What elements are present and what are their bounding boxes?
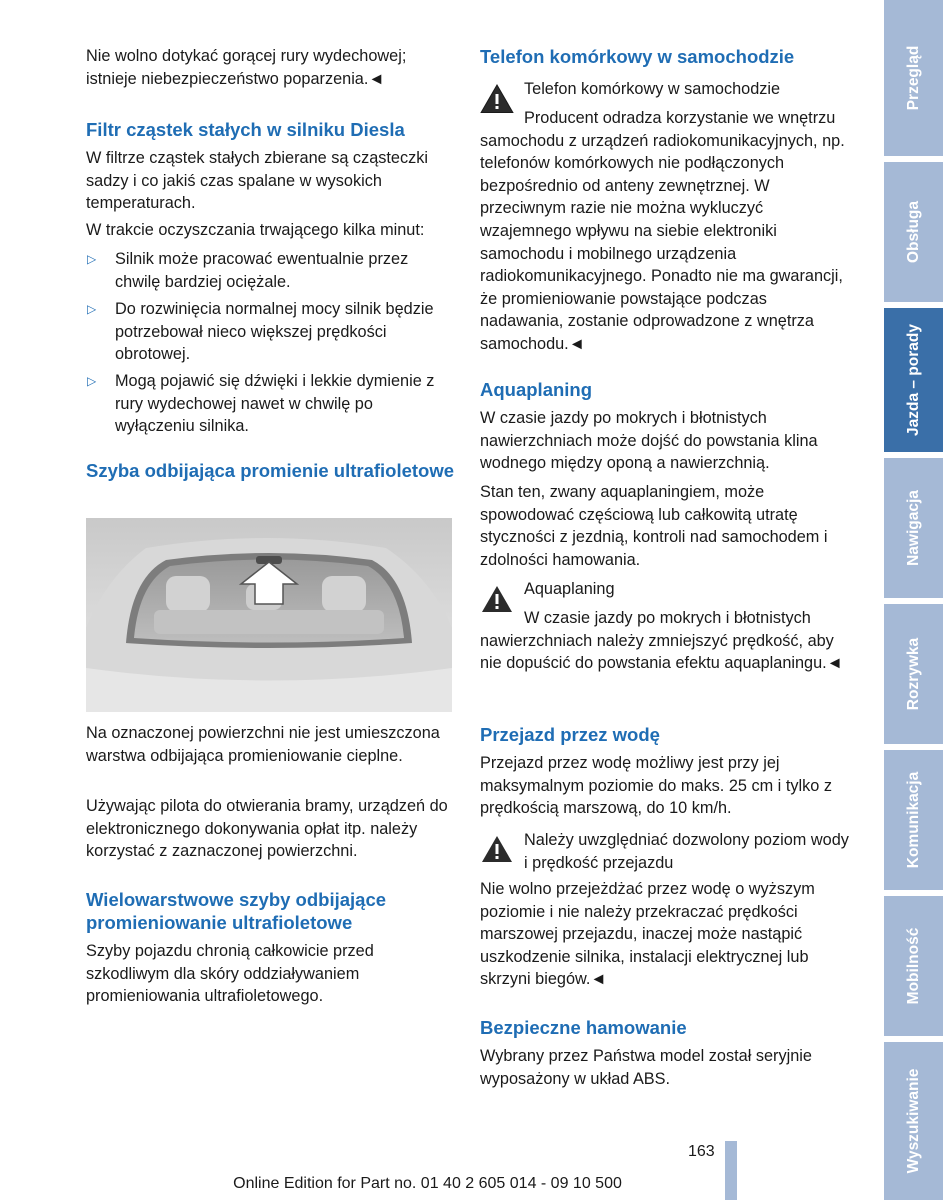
paragraph-multilayer-glass: Szyby pojazdu chronią całkowicie przed szkodliwym dla skóry oddziaływaniem promieniowania ultrafioletowego. (86, 942, 374, 1006)
warning-body-aquaplaning: W czasie jazdy po mokrych i błotnistych nawierzchniach należy zmniejszyć prędkość, aby nie dopuścić do powstania efektu aquaplaningu.◄ (480, 609, 843, 673)
paragraph-hot-exhaust: Nie wolno dotykać gorącej rury wydechowej; istnieje niebezpieczeństwo poparzenia.◄ (86, 47, 407, 88)
page-number: 163 (688, 1143, 715, 1160)
heading-uv-glass: Szyba odbijająca promienie ultrafioletowe (86, 460, 455, 481)
footer-text: Online Edition for Part no. 01 40 2 605 014 - 09 10 500 (233, 1175, 622, 1192)
heading-multilayer-glass: Wielowarstwowe szyby odbijające promieniowanie ultrafioletowe (86, 889, 387, 933)
triangle-bullet-icon: ▷ (87, 302, 97, 316)
tab-nawigacja[interactable]: Nawigacja (884, 458, 943, 598)
heading-aquaplaning: Aquaplaning (480, 379, 593, 400)
paragraph-particle-filter: W filtrze cząstek stałych zbierane są cząsteczki sadzy i co jakiś czas spalane w wysokich temperaturach. (86, 149, 429, 213)
tab-wyszukiwanie[interactable]: Wyszukiwanie (884, 1042, 943, 1200)
heading-mobile-phone: Telefon komórkowy w samochodzie (480, 46, 795, 67)
heading-safe-braking: Bezpieczne hamowanie (480, 1017, 687, 1038)
paragraph-safe-braking: Wybrany przez Państwa model został seryjnie wyposażony w układ ABS. (480, 1047, 812, 1088)
paragraph-uv-remote: Używając pilota do otwierania bramy, urządzeń do elektronicznego dokonywania opłat itp. należy korzystać z zaznaczonej powierzchni. (86, 797, 448, 861)
tab-rozrywka[interactable]: Rozrywka (884, 604, 943, 744)
triangle-bullet-icon: ▷ (87, 252, 97, 266)
tab-przeglad[interactable]: Przegląd (884, 0, 943, 156)
paragraph-water-warning: Nie wolno przejeżdżać przez wodę o wyższym poziomie i nie należy przekraczać prędkości marszowej przejazdu, inaczej może nastąpić uszkodzenie silnika, instalacji elektrycznej lub skrzyni biegów.◄ (480, 880, 815, 989)
right-column (480, 0, 849, 1100)
paragraph-aquaplaning-1: W czasie jazdy po mokrych i błotnistych nawierzchniach może dojść do powstania klina wodnego między oponą a nawierzchnią. (480, 409, 818, 473)
footer (0, 1175, 943, 1193)
paragraph-uv-area: Na oznaczonej powierzchni nie jest umieszczona warstwa odbijająca promieniowanie cieplne. (86, 724, 440, 765)
heading-water-crossing: Przejazd przez wodę (480, 724, 660, 745)
left-column: Nie wolno dotykać gorącej rury wydechowej; istnieje niebezpieczeństwo poparzenia.◄ Filtr cząstek stałych w silniku Diesla W filtrze cząstek stałych zbierane są cząsteczki sadzy i co jakiś czas spalane w wysokich temperaturach. W trakcie oczyszczania trwającego kilka minut: ▷ Silnik może pracować ewentualnie przez chwilę bardziej ociężale. ▷ Do rozwinięcia normalnej mocy silnik będzie potrzebował nieco większej prędkości obrotowej. ▷ Mogą pojawić się dźwięki i lekkie dymienie z rury wydechowej nawet w chwilę po wyłączeniu silnika. Szyba odbijająca promienie ultrafioletowe Na oznaczonej powierzchni nie jest umieszczona warstwa odbijająca promieniowanie cieplne. Używając pilota do otwierania bramy, urządzeń do elektronicznego dokonywania opłat itp. należy korzystać z zaznaczonej powierzchni. Wielowarstwowe szyby odbijające promieniowanie ultrafioletowe Szyby pojazdu chronią całkowicie przed szkodliwym dla skóry oddziaływaniem promieniowania ultrafioletowego. (86, 0, 452, 1100)
paragraph-cleaning: W trakcie oczyszczania trwającego kilka minut: (86, 221, 425, 239)
heading-particle-filter: Filtr cząstek stałych w silniku Diesla (86, 119, 405, 140)
warning-title-aquaplaning: Aquaplaning (524, 580, 615, 598)
rear-window-illustration (86, 518, 452, 712)
warning-title-phone: Telefon komórkowy w samochodzie (524, 80, 781, 98)
chapter-tabs (884, 0, 943, 1200)
tab-jazda-porady[interactable]: Jazda – porady (884, 308, 943, 452)
triangle-bullet-icon: ▷ (87, 374, 97, 388)
warning-title-water: Należy uwzględniać dozwolony poziom wody i prędkość przejazdu (524, 831, 849, 872)
tab-komunikacja[interactable]: Komunikacja (884, 750, 943, 890)
tab-obsluga[interactable]: Obsługa (884, 162, 943, 302)
paragraph-aquaplaning-2: Stan ten, zwany aquaplaningiem, może spowodować częściową lub całkowitą utratę styczności z jezdnią, kontroli nad samochodem i zdolności hamowania. (480, 483, 828, 569)
warning-body-phone: Producent odradza korzystanie we wnętrzu samochodu z urządzeń radiokomunikacyjnych, np. telefonów komórkowych nie podłączonych bezpośrednio od anteny zewnętrznej. W przeciwnym razie nie można wykluczyć wzajemnego wpływu na siebie elektroniki samochodu i mobilnego urządzenia radiokomunikacyjnego. Ponadto nie ma gwarancji, że promieniowanie powstające podczas nadawania, zostanie odprowadzone z wnętrza samochodu.◄ (480, 109, 845, 353)
warning-triangle-icon (480, 834, 514, 864)
paragraph-water-crossing: Przejazd przez wodę możliwy jest przy jej maksymalnym poziomie do maks. 25 cm i tylko z prędkością marszową, do 10 km/h. (480, 754, 832, 818)
tab-mobilnosc[interactable]: Mobilność (884, 896, 943, 1036)
